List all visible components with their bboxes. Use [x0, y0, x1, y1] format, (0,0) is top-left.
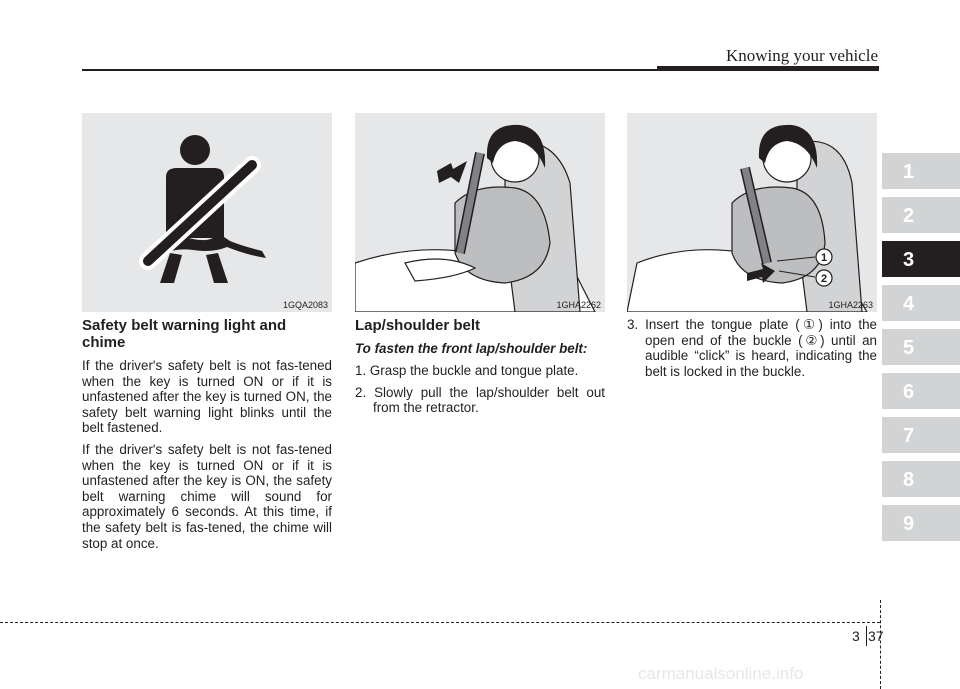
chapter-tab-9[interactable]: 9: [882, 505, 960, 541]
paragraph-warning-chime: If the driver's safety belt is not fas-tened when the key is turned ON or if it is unfastened after the key is ON, the safety belt warning chime will sound for approximately 6 seconds. At this time, if the safety belt is fas-tened, the chime will stop at once.: [82, 441, 332, 551]
marker-2: 2: [820, 273, 828, 285]
marker-1: 1: [820, 252, 828, 264]
step-3: 3. Insert the tongue plate (①) into the open end of the buckle (②) until an audible “click” is heard, indicating the belt is locked in the buckle.: [627, 317, 877, 379]
seatbelt-warning-icon: [82, 113, 332, 312]
chapter-tab-1[interactable]: 1: [882, 153, 960, 189]
chapter-tab-4[interactable]: 4: [882, 285, 960, 321]
column-warning-light: [82, 314, 332, 557]
figure-seatbelt-warning-light: [82, 113, 332, 312]
section-title: Knowing your vehicle: [725, 46, 878, 65]
chapter-tab-7[interactable]: 7: [882, 417, 960, 453]
chapter-tab-8[interactable]: 8: [882, 461, 960, 497]
seated-person-pulling-belt-illustration: [355, 113, 605, 312]
chapter-tab-2[interactable]: 2: [882, 197, 960, 233]
chapter-number: 3: [852, 628, 860, 644]
header-rule-accent: [657, 66, 879, 71]
chapter-tab-6[interactable]: 6: [882, 373, 960, 409]
seated-person-buckling-illustration: [627, 113, 877, 312]
page-number-value: 37: [868, 628, 884, 644]
watermark: carmanualsonline.info: [638, 664, 804, 683]
paragraph-warning-light: If the driver's safety belt is not fas-tened when the key is turned ON or if it is unfastened after the key is turned ON, the safety belt warning light blinks until the belt fastened.: [82, 358, 332, 436]
step-1: 1. Grasp the buckle and tongue plate.: [355, 363, 579, 378]
figure-code: 1GHA2263: [828, 300, 873, 310]
heading-warning-light: Safety belt warning light and chime: [82, 317, 287, 351]
figure-pull-belt: [355, 113, 605, 312]
column-lap-shoulder-belt: [355, 314, 605, 422]
subheading-fasten-belt: To fasten the front lap/shoulder belt:: [355, 341, 588, 356]
figure-code: 1GQA2083: [282, 300, 328, 310]
footer-rule: [0, 622, 880, 623]
figure-insert-tongue-plate: [627, 113, 877, 312]
step-2: 2. Slowly pull the lap/shoulder belt out from the retractor.: [355, 384, 605, 416]
footer-divider: [880, 600, 881, 689]
heading-lap-shoulder-belt: Lap/shoulder belt: [355, 317, 481, 334]
column-insert-tongue: [627, 317, 877, 385]
page-number-separator: [866, 626, 867, 646]
chapter-tab-5[interactable]: 5: [882, 329, 960, 365]
chapter-tab-3[interactable]: 3: [882, 241, 960, 277]
chapter-tabs: [882, 153, 960, 549]
figure-code: 1GHA2262: [556, 300, 601, 310]
